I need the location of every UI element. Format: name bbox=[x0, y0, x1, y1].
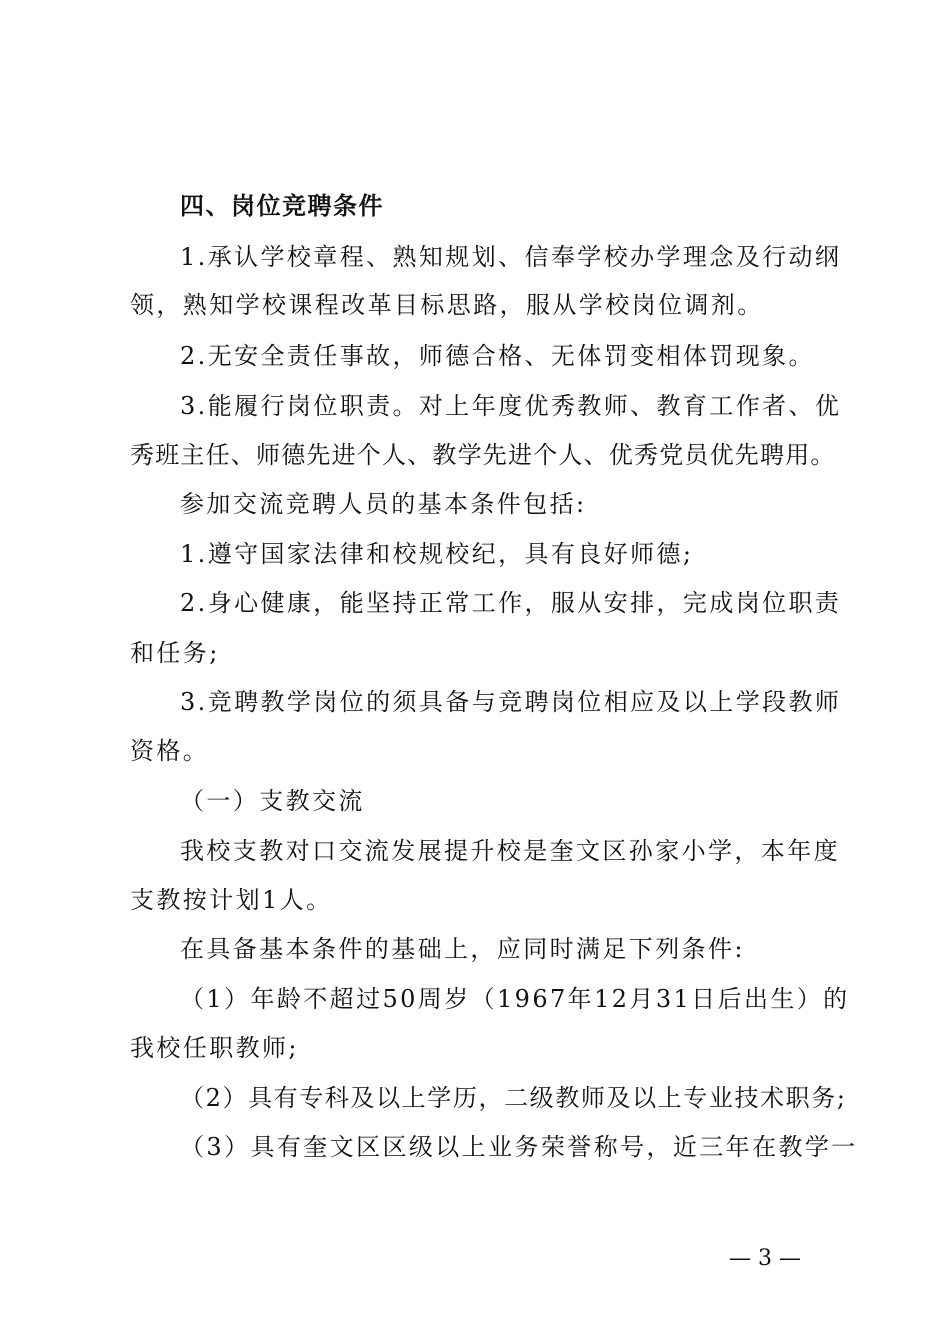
text-line: 资格。 bbox=[130, 737, 210, 765]
text-line: （2）具有专科及以上学历，二级教师及以上专业技术职务; bbox=[180, 1084, 847, 1112]
text-line: （3）具有奎文区区级以上业务荣誉称号，近三年在教学一 bbox=[180, 1133, 858, 1161]
text-line: 在具备基本条件的基础上，应同时满足下列条件: bbox=[180, 935, 745, 963]
text-line: 秀班主任、师德先进个人、教学先进个人、优秀党员优先聘用。 bbox=[130, 441, 836, 469]
text-line: （1）年龄不超过50周岁（1967年12月31日后出生）的 bbox=[180, 985, 850, 1013]
text-line: 我校任职教师; bbox=[130, 1034, 299, 1062]
text-line: 1.承认学校章程、熟知规划、信奉学校办学理念及行动纲 bbox=[180, 243, 842, 271]
text-line: 参加交流竞聘人员的基本条件包括: bbox=[180, 490, 587, 518]
page-number: — 3 — bbox=[729, 1246, 801, 1271]
text-line: 3.能履行岗位职责。对上年度优秀教师、教育工作者、优 bbox=[180, 392, 842, 420]
text-line: 我校支教对口交流发展提升校是奎文区孙家小学，本年度 bbox=[180, 837, 840, 865]
text-line: 和任务; bbox=[130, 639, 220, 667]
text-line: 2.无安全责任事故，师德合格、无体罚变相体罚现象。 bbox=[180, 342, 815, 370]
section-heading: 四、岗位竞聘条件 bbox=[180, 191, 384, 220]
text-line: 1.遵守国家法律和校规校纪，具有良好师德; bbox=[180, 540, 694, 568]
text-line: 支教按计划1人。 bbox=[130, 886, 333, 914]
text-line: 3.竞聘教学岗位的须具备与竞聘岗位相应及以上学段教师 bbox=[180, 688, 842, 716]
text-line: 2.身心健康，能坚持正常工作，服从安排，完成岗位职责 bbox=[180, 589, 842, 617]
subsection-heading: （一）支教交流 bbox=[180, 787, 365, 815]
text-line: 领，熟知学校课程改革目标思路，服从学校岗位调剂。 bbox=[130, 291, 764, 319]
